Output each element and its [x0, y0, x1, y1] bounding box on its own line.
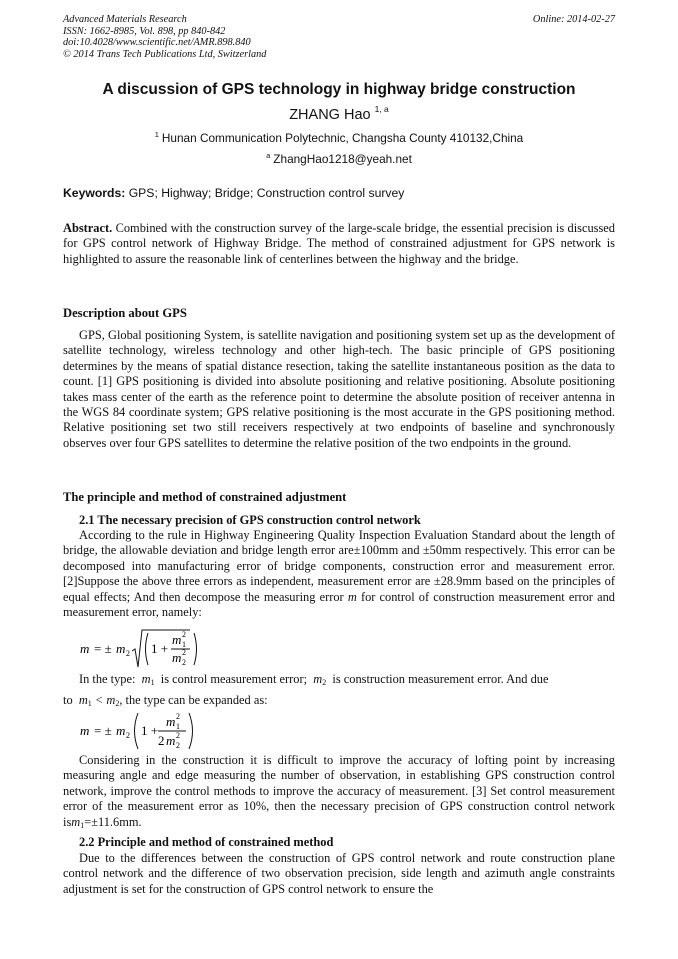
- affiliation-text: Hunan Communication Polytechnic, Changsha County 410132,China: [161, 131, 524, 145]
- abstract-text: Combined with the construction survey of the large-scale bridge, the essential precision is discussed for GPS control network of Highway Bridge. The method of constrained adjustment for GPS network is highlighted to assure the reasonable link of centerlines between the highway and the bridge.: [63, 221, 615, 266]
- doi: doi:10.4028/www.scientific.net/AMR.898.840: [63, 37, 251, 49]
- copyright: © 2014 Trans Tech Publications Ltd, Switzerland: [63, 48, 267, 60]
- svg-text:m: m: [116, 641, 126, 656]
- para2-text: Considering in the construction it is difficult to improve the accuracy of lofting point by increasing measuring angle and edge measuring the number of observation, in establishing GPS construction control network, improve the control methods to improve the accuracy of measurement. [3] Set control measurement error of the measurement error as 10%, then the necessary precision of GPS construction control network is: [63, 753, 615, 829]
- m2-symbol: $m_2$: [313, 672, 327, 687]
- type-pre: In the type:: [79, 672, 136, 686]
- affiliation-sup: 1: [154, 130, 159, 139]
- para2-value: =±11.6mm.: [84, 814, 142, 829]
- journal-header: [63, 14, 266, 60]
- svg-text:2: 2: [182, 648, 186, 657]
- author: [0, 104, 678, 123]
- svg-text:2: 2: [176, 731, 180, 740]
- para1-end: for control of construction measurement error and measurement error, namely:: [63, 589, 615, 620]
- affiliation: [0, 130, 678, 145]
- issn: ISSN: 1662-8985, Vol. 898, pp 840-842: [63, 25, 226, 37]
- svg-text:1 +: 1 +: [141, 723, 159, 738]
- svg-text:m: m: [80, 723, 90, 738]
- para1-text: According to the rule in Highway Engineering Quality Inspection Evaluation Standard about the length of bridge, the allowable deviation and bridge length error are±100mm and ±50mm respectively. This error can be decomposed into manufacturing error of bridge components, construction error and measurement error. [2]Suppose the above three errors as independent, measurement error are ±28.9mm based on the principles of equal effects; And then decompose the measuring error: [63, 528, 615, 604]
- svg-text:2: 2: [176, 712, 180, 721]
- svg-text:m: m: [116, 723, 126, 738]
- svg-text:= ±: = ±: [94, 641, 112, 656]
- svg-text:2: 2: [176, 741, 180, 750]
- section-heading-gps: Description about GPS: [63, 306, 187, 320]
- paper-title: A discussion of GPS technology in highway bridge construction: [102, 81, 576, 98]
- email-sup: a: [266, 151, 271, 160]
- svg-text:2: 2: [182, 630, 186, 639]
- svg-text:1 +: 1 +: [151, 641, 169, 656]
- keywords: [63, 186, 615, 200]
- keywords-text: GPS; Highway; Bridge; Construction control survey: [128, 186, 405, 200]
- svg-text:m: m: [80, 641, 90, 656]
- svg-text:2: 2: [126, 649, 130, 658]
- journal-name: Advanced Materials Research: [63, 14, 187, 25]
- svg-text:m: m: [166, 733, 176, 748]
- svg-text:1: 1: [176, 722, 180, 731]
- svg-text:= ±: = ±: [94, 723, 112, 738]
- svg-text:m: m: [172, 632, 182, 647]
- svg-text:2: 2: [158, 733, 165, 748]
- subsection-heading-2-2: 2.2 Principle and method of constrained method: [79, 835, 334, 849]
- abstract-label: Abstract.: [63, 221, 113, 235]
- svg-text:1: 1: [182, 640, 186, 649]
- svg-text:2: 2: [126, 731, 130, 740]
- online-date: Online: 2014-02-27: [532, 14, 615, 25]
- m1-value-symbol: $m_1$: [71, 814, 85, 830]
- type-line: [63, 672, 615, 687]
- formula-1: [80, 627, 220, 671]
- type-t1: is control measurement error;: [160, 672, 308, 686]
- var-m: m: [347, 589, 357, 604]
- inequality: $m_1 < m_2$: [78, 693, 120, 708]
- email-text: ZhangHao1218@yeah.net: [273, 152, 412, 166]
- author-sup: 1, a: [374, 104, 389, 114]
- svg-text:m: m: [166, 714, 176, 729]
- section-heading-adjustment: The principle and method of constrained adjustment: [63, 490, 347, 504]
- type-post: , the type can be expanded as:: [119, 693, 268, 707]
- svg-text:2: 2: [182, 658, 186, 667]
- email: [0, 151, 678, 166]
- author-name: ZHANG Hao: [289, 107, 371, 123]
- subsection-2-1-para1: [63, 528, 615, 620]
- subsection-2-1-para2: [63, 753, 615, 833]
- type-to: to: [63, 693, 73, 707]
- abstract: [63, 221, 615, 267]
- formula-2: [80, 709, 220, 753]
- keywords-label: Keywords:: [63, 186, 126, 200]
- type-line-2: [63, 693, 615, 708]
- svg-text:m: m: [172, 650, 182, 665]
- type-t2: is construction measurement error. And due: [332, 672, 549, 686]
- m1-symbol: $m_1$: [141, 672, 155, 687]
- section-gps-body: GPS, Global positioning System, is satellite navigation and positioning system set up as the development of satellite technology, wireless technology and other high-tech. The basic principle of GPS positioning determines by the means of spatial distance resection, taking the satellite instantaneous position as the data to count. [1] GPS positioning is divided into absolute positioning and relative positioning. Absolute positioning takes mass center of the earth as the reference point to determine the absolute position of receiver antenna in the WGS 84 coordinate system; GPS relative positioning is the most accurate in the GPS positioning method. Relative positioning set two still receivers respectively at two endpoints of baseline and synchronously observes over four GPS satellites to determine the relative position of the two endpoints in the ground.: [63, 328, 615, 450]
- subsection-heading-2-1: 2.1 The necessary precision of GPS construction control network: [79, 513, 421, 527]
- subsection-2-2-body: Due to the differences between the construction of GPS control network and route construction plane control network and the difference of two observation precision, side length and azimuth angle constraints adjustment is set for the construction of GPS control network to ensure the: [63, 851, 615, 896]
